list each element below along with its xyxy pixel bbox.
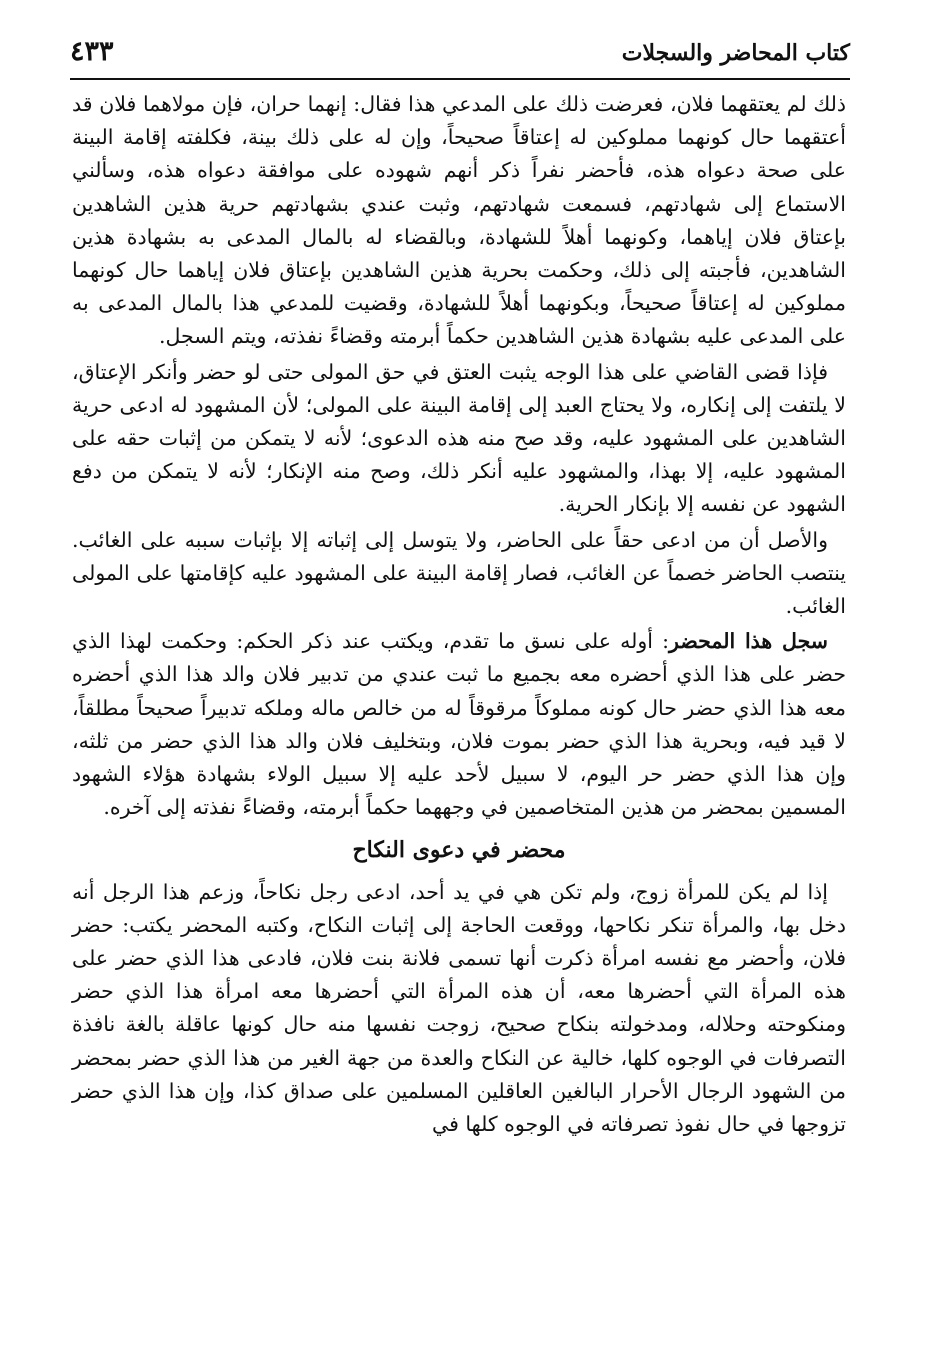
paragraph-5: إذا لم يكن للمرأة زوج، ولم تكن هي في يد أحد، ادعى رجل نكاحاً، وزعم هذا الرجل أنه دخل بها، والمرأة تنكر نكاحها، ووقعت الحاجة إلى إثبات النكاح، وكتبه المحضر يكتب: حضر فلان، وأحضر مع نفسه امرأة ذكرت أنها تسمى فلانة بنت فلان، فادعى هذا الذي حضر على هذه المرأة التي أحضرها معه، أن هذه المرأة التي أحضرها معه امرأة هذا الذي حضر ومنكوحته وحلاله، ومدخولته بنكاح صحيح، زوجت نفسها منه حال كونها عاقلة بالغة نافذة التصرفات في الوجوه كلها، خالية عن النكاح والعدة من جهة الغير من هذا الذي حضر بمحضر من الشهود الرجال الأحرار البالغين العاقلين المسلمين على صداق كذا، وإن هذا الذي حضر تزوجها في حال نفوذ تصرفاته في الوجوه كلها في xyxy=(72,879,846,1137)
paragraph-2: فإذا قضى القاضي على هذا الوجه يثبت العتق في حق المولى حتى لو حضر وأنكر الإعتاق، لا يلتفت إلى إنكاره، ولا يحتاج العبد إلى إقامة البينة على المولى؛ لأن المشهود له ادعى حرية الشاهدين على المشهود عليه، وقد صح منه هذه الدعوى؛ لأنه لا يتمكن من إثبات حقه على المشهود عليه، إلا بهذا، والمشهود عليه أنكر ذلك، وصح منه الإنكار؛ لأنه لا يتمكن من دفع الشهود عن نفسه إلا بإنكار الحرية. xyxy=(72,359,846,517)
section-heading: محضر في دعوى النكاح xyxy=(352,837,566,864)
page-body xyxy=(72,88,846,1143)
header-divider xyxy=(70,78,850,80)
running-header xyxy=(70,34,850,74)
paragraph-1: ذلك لم يعتقهما فلان، فعرضت ذلك على المدعي هذا فقال: إنهما حران، فإن مولاهما فلان قد أعتقهما حال كونهما مملوكين له إعتاقاً صحيحاً، وإن له على ذلك بينة، فكلفته إقامة البينة على صحة دعواه هذه، فأحضر نفراً ذكر أنهم شهوده على موافقة دعواه هذه، وسألني الاستماع إلى شهادتهم، فسمعت شهادتهم، وثبت عندي بشهادتهم حرية هذين الشاهدين بإعتاق فلان إياهما، وكونهما أهلاً للشهادة، وبالقضاء له بالمال المدعى به بشهادة هذين الشاهدين، فأجبته إلى ذلك، وحكمت بحرية هذين الشاهدين بإعتاق فلان إياهما حال كونهما مملوكين له إعتاقاً صحيحاً، وبكونهما أهلاً للشهادة، وقضيت للمدعي هذا بالمال المدعى به على المدعى عليه بشهادة هذين الشاهدين حكماً أبرمته وقضاءً نفذته، ويتم السجل. xyxy=(72,92,846,349)
paragraph-4-text: : أوله على نسق ما تقدم، ويكتب عند ذكر الحكم: وحكمت لهذا الذي حضر على هذا الذي أحضره معه بجميع ما ثبت عندي من تدبير فلان والد هذا الذي أحضره معه هذا الذي حضر حال كونه مملوكاً مرقوقاً له من خالص ماله وملكه تدبيراً صحيحاً مطلقاً، لا قيد فيه، وبحرية هذا الذي حضر بموت فلان، وبتخليف فلان والد هذا الذي حضر من ثلثه، وإن هذا الذي حضر حر اليوم، لا سبيل لأحد عليه إلا سبيل الولاء بشهادة هؤلاء الشهود المسمين بمحضر من هذين المتخاصمين في وجههما حكماً أبرمته، وقضاءً نفذته إلى آخره. xyxy=(72,629,846,820)
paragraph-4-lead-in: سجل هذا المحضر xyxy=(669,629,828,654)
page-number: ٤٣٣ xyxy=(70,36,114,67)
header-title: كتاب المحاضر والسجلات xyxy=(621,40,850,66)
paragraph-4 xyxy=(72,625,846,824)
paragraph-3: والأصل أن من ادعى حقاً على الحاضر، ولا يتوسل إلى إثباته إلا بإثبات سببه على الغائب. ينتصب الحاضر خصماً عن الغائب، فصار إقامة البينة على المشهود عليه كإقامتها على المولى الغائب. xyxy=(72,527,846,619)
